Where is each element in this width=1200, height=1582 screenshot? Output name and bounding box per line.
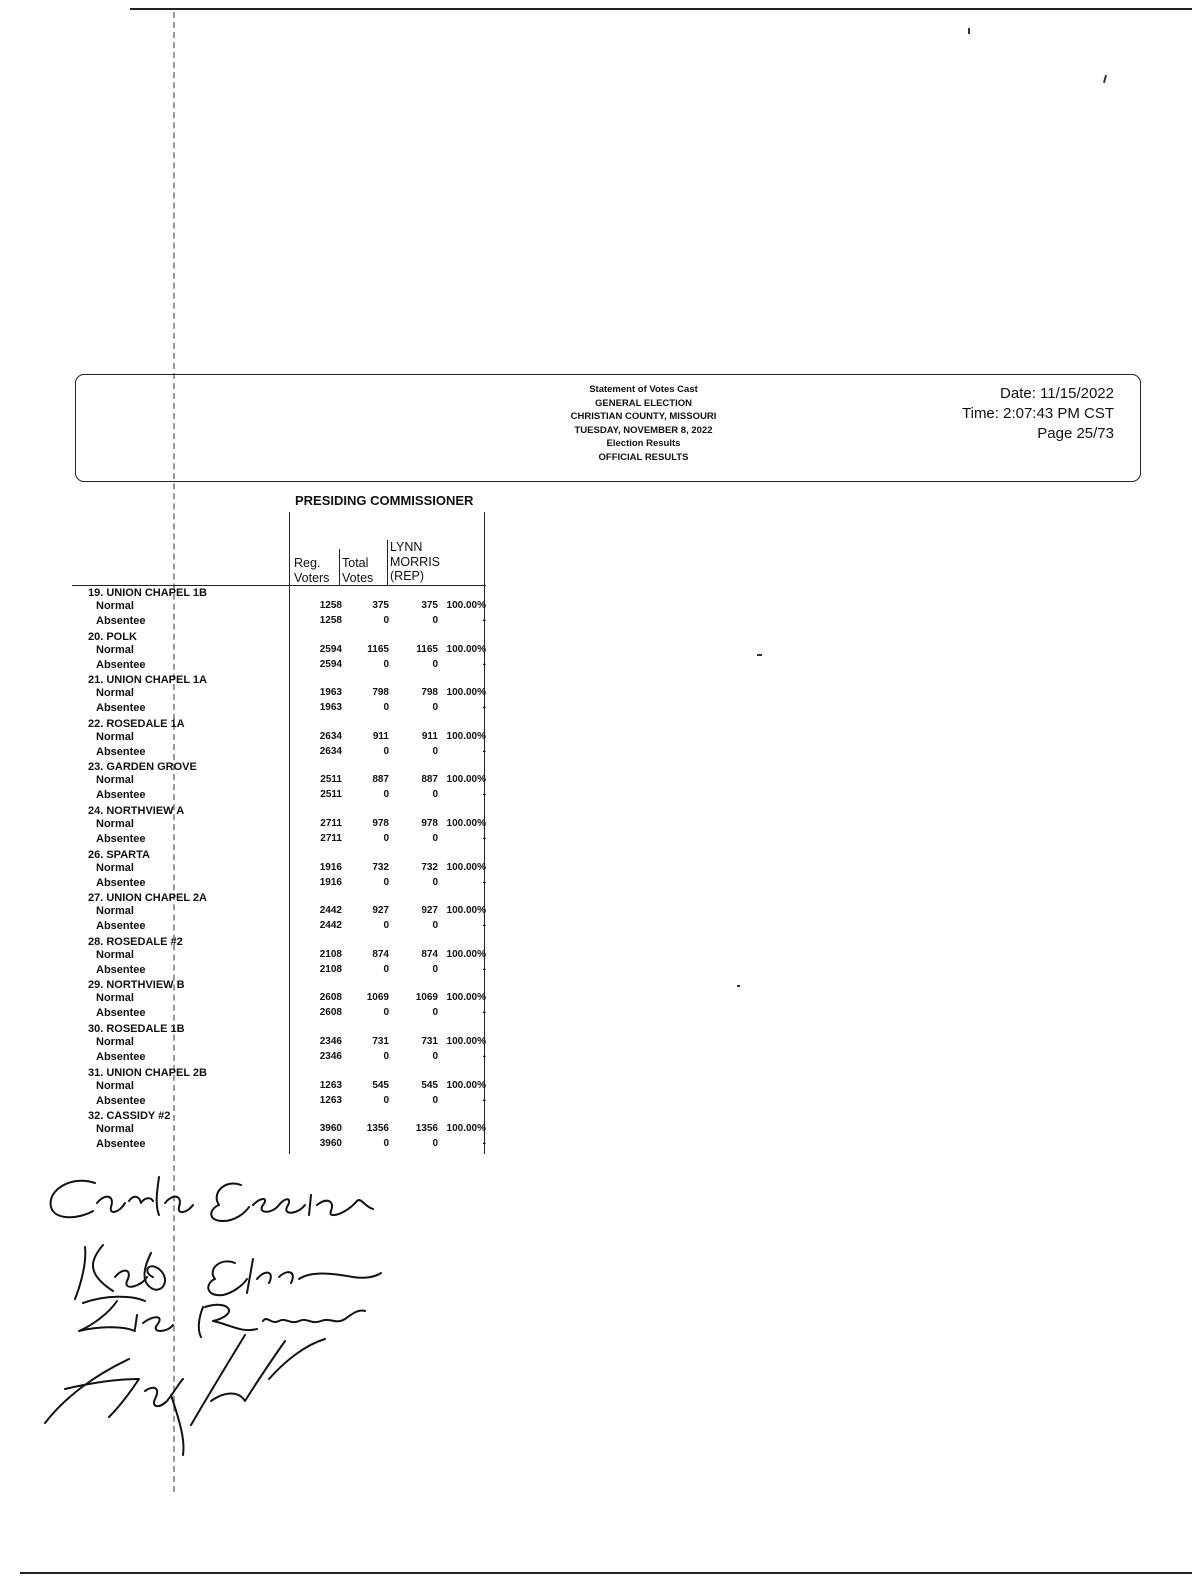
lynn-morris-percent-value: - [482,920,486,932]
reg-voters-value: 2711 [320,817,342,829]
normal-row [0,862,500,876]
reg-voters-value: 1258 [319,615,342,626]
total-votes-value: 0 [383,745,389,757]
absentee-row [0,746,500,760]
header-rule [72,585,486,586]
row-label: Normal [96,1079,134,1092]
row-label: Absentee [96,963,146,976]
lynn-morris-votes-value: 874 [421,948,438,960]
lynn-morris-votes-value: 0 [432,920,438,932]
row-label: Absentee [96,658,146,671]
precinct-block [0,805,500,849]
normal-row [0,905,500,919]
row-label: Absentee [96,1138,146,1151]
row-label: Absentee [96,1094,146,1107]
normal-row [0,1080,500,1094]
page-number: Page 25/73 [1037,425,1114,442]
lynn-morris-votes-value: 1356 [415,1123,438,1135]
total-votes-value: 0 [383,1094,389,1106]
precinct-name: 20. POLK [88,630,137,643]
absentee-row [0,702,500,716]
precinct-name: 24. NORTHVIEW A [88,804,185,817]
reg-voters-value: 1916 [319,876,342,888]
lynn-morris-percent-value: 100.00% [446,817,486,829]
total-votes-value: 911 [372,730,389,742]
column-divider [339,549,340,585]
row-label: Normal [96,861,134,874]
normal-row [0,687,500,701]
lynn-morris-votes-value: 1165 [416,643,438,655]
reg-voters-value: 2594 [319,658,342,670]
lynn-morris-votes-value: 0 [432,832,438,844]
reg-voters-value: 3960 [319,1123,342,1135]
page-bottom-rule [20,1572,1192,1574]
reg-voters-value: 2511 [320,774,342,786]
scan-speck [968,28,970,34]
row-label: Normal [96,730,134,743]
row-label: Normal [96,1035,134,1048]
absentee-row [0,1095,500,1109]
absentee-row [0,615,500,629]
precinct-block [0,892,500,936]
total-votes-value: 1356 [366,1123,389,1135]
reg-voters-value: 2346 [319,1035,342,1047]
lynn-morris-votes-value: 0 [432,789,438,801]
reg-voters-value: 2108 [319,948,342,960]
precinct-name: 21. UNION CHAPEL 1A [88,674,207,687]
lynn-morris-percent-value: 100.00% [446,1035,486,1047]
total-votes-value: 978 [372,817,389,829]
reg-voters-value: 2608 [319,992,342,1004]
row-label: Normal [96,992,134,1005]
total-votes-value: 0 [383,832,389,844]
lynn-morris-votes-value: 0 [432,745,438,757]
row-label: Absentee [96,1050,146,1063]
lynn-morris-votes-value: 0 [432,702,438,714]
total-votes-value: 732 [372,861,389,873]
precinct-block [0,761,500,805]
total-votes-value: 0 [383,702,389,714]
precinct-results [0,587,500,1154]
reg-voters-value: 1263 [319,1094,342,1106]
signatures [35,1165,395,1465]
lynn-morris-percent-value: 100.00% [446,1123,486,1135]
normal-row [0,731,500,745]
row-label: Absentee [96,745,146,758]
total-votes-value: 375 [372,600,389,611]
lynn-morris-percent-value: 100.00% [446,1079,486,1091]
precinct-name: 32. CASSIDY #2 [88,1110,171,1123]
report-header [75,374,1141,482]
precinct-block [0,674,500,718]
reg-voters-value: 1258 [319,600,342,611]
total-votes-value: 927 [372,905,389,917]
lynn-morris-percent-value: 100.00% [446,643,486,655]
election-date: TUESDAY, NOVEMBER 8, 2022 [574,424,713,436]
precinct-block [0,718,500,762]
normal-row [0,1123,500,1137]
row-label: Normal [96,600,134,612]
precinct-block [0,631,500,675]
lynn-morris-percent-value: - [482,1094,486,1106]
jurisdiction: CHRISTIAN COUNTY, MISSOURI [570,411,717,422]
precinct-name: 31. UNION CHAPEL 2B [88,1066,207,1079]
lynn-morris-percent-value: - [482,1007,486,1019]
lynn-morris-votes-value: 545 [421,1079,438,1091]
row-label: Normal [96,905,134,918]
precinct-block [0,587,500,631]
lynn-morris-votes-value: 1069 [415,992,438,1004]
column-divider [387,540,388,585]
lynn-morris-percent-value: - [482,832,486,844]
reg-voters-value: 1263 [319,1079,342,1091]
reg-voters-value: 1963 [319,702,342,714]
total-votes-value: 0 [383,1050,389,1062]
reg-voters-header: Reg. Voters [294,556,330,585]
lynn-morris-votes-value: 0 [432,1094,438,1106]
absentee-row [0,1007,500,1021]
lynn-morris-votes-value: 798 [421,687,438,699]
reg-voters-value: 2511 [320,789,342,801]
signature-lisa-russell [79,1297,365,1337]
precinct-name: 22. ROSEDALE 1A [88,717,185,730]
precinct-name: 27. UNION CHAPEL 2A [88,892,207,905]
absentee-row [0,833,500,847]
precinct-name: 23. GARDEN GROVE [88,761,197,774]
lynn-morris-percent-value: 100.00% [446,861,486,873]
row-label: Absentee [96,832,146,845]
total-votes-value: 0 [383,876,389,888]
lynn-morris-votes-value: 887 [421,774,438,786]
reg-voters-value: 2346 [319,1050,342,1062]
lynn-morris-votes-value: 732 [421,861,438,873]
row-label: Absentee [96,1007,146,1020]
total-votes-header: Total Votes [342,556,374,585]
row-label: Absentee [96,789,146,802]
precinct-block [0,849,500,893]
row-label: Absentee [96,702,146,715]
precinct-name: 19. UNION CHAPEL 1B [88,587,207,599]
lynn-morris-percent-value: - [482,876,486,888]
reg-voters-value: 2594 [319,643,342,655]
scan-speck [1103,75,1107,83]
absentee-row [0,877,500,891]
report-title-block [521,383,766,464]
lynn-morris-percent-value: 100.00% [446,905,486,917]
row-label: Normal [96,687,134,700]
total-votes-value: 0 [383,789,389,801]
total-votes-value: 0 [383,1007,389,1019]
report-time: Time: 2:07:43 PM CST [962,405,1114,422]
precinct-block [0,1067,500,1111]
normal-row [0,644,500,658]
report-title: Statement of Votes Cast [589,384,698,395]
candidate-header: LYNN MORRIS (REP) [390,540,440,583]
total-votes-value: 0 [383,963,389,975]
lynn-morris-votes-value: 927 [421,905,438,917]
precinct-block [0,936,500,980]
precinct-name: 26. SPARTA [88,848,150,861]
lynn-morris-votes-value: 0 [432,615,438,626]
reg-voters-value: 1963 [319,687,342,699]
absentee-row [0,659,500,673]
election-name: GENERAL ELECTION [595,397,692,409]
lynn-morris-percent-value: - [482,615,486,626]
lynn-morris-votes-value: 731 [421,1035,438,1047]
report-status: OFFICIAL RESULTS [598,451,689,463]
lynn-morris-votes-value: 0 [432,1050,438,1062]
absentee-row [0,920,500,934]
lynn-morris-percent-value: 100.00% [446,774,486,786]
total-votes-value: 798 [372,687,389,699]
reg-voters-value: 2608 [319,1007,342,1019]
reg-voters-value: 2634 [319,745,342,757]
reg-voters-value: 2634 [319,730,342,742]
reg-voters-value: 1916 [319,861,342,873]
lynn-morris-votes-value: 978 [421,817,438,829]
lynn-morris-votes-value: 0 [432,1007,438,1019]
total-votes-value: 0 [383,1138,389,1150]
scan-speck [737,985,740,987]
lynn-morris-percent-value: 100.00% [446,992,486,1004]
lynn-morris-percent-value: - [482,702,486,714]
lynn-morris-percent-value: 100.00% [446,948,486,960]
total-votes-value: 731 [372,1035,389,1047]
normal-row [0,818,500,832]
lynn-morris-votes-value: 0 [432,1138,438,1150]
total-votes-value: 1069 [366,992,389,1004]
row-label: Normal [96,817,134,830]
reg-voters-value: 2442 [319,920,342,932]
row-label: Normal [96,948,134,961]
precinct-block [0,979,500,1023]
reg-voters-value: 3960 [319,1138,342,1150]
lynn-morris-votes-value: 0 [432,658,438,670]
row-label: Absentee [96,920,146,933]
precinct-name: 28. ROSEDALE #2 [88,935,183,948]
row-label: Normal [96,1123,134,1136]
lynn-morris-percent-value: - [482,1138,486,1150]
precinct-name: 29. NORTHVIEW B [88,979,185,992]
absentee-row [0,1051,500,1065]
normal-row [0,600,500,614]
report-type: Election Results [606,438,681,449]
normal-row [0,949,500,963]
absentee-row [0,789,500,803]
lynn-morris-percent-value: - [482,658,486,670]
total-votes-value: 0 [383,658,389,670]
signature-carla-essick [51,1177,373,1221]
lynn-morris-percent-value: 100.00% [446,730,486,742]
page-top-rule [130,8,1192,10]
normal-row [0,774,500,788]
precinct-name: 30. ROSEDALE 1B [88,1022,185,1035]
absentee-row [0,964,500,978]
total-votes-value: 0 [383,615,389,626]
signature-kelli-elmer [75,1245,381,1299]
lynn-morris-votes-value: 0 [432,876,438,888]
lynn-morris-votes-value: 911 [421,730,438,742]
row-label: Normal [96,643,134,656]
total-votes-value: 0 [383,920,389,932]
lynn-morris-percent-value: - [482,963,486,975]
row-label: Absentee [96,876,146,889]
reg-voters-value: 2442 [319,905,342,917]
reg-voters-value: 2711 [320,832,342,844]
row-label: Normal [96,774,134,787]
normal-row [0,1036,500,1050]
total-votes-value: 874 [372,948,389,960]
total-votes-value: 1165 [367,643,389,655]
report-meta [962,384,1114,444]
lynn-morris-percent-value: 100.00% [446,687,486,699]
normal-row [0,992,500,1006]
signature-initials [45,1335,325,1455]
lynn-morris-votes-value: 375 [421,600,438,611]
contest-title: PRESIDING COMMISSIONER [295,493,474,508]
lynn-morris-votes-value: 0 [432,963,438,975]
report-date: Date: 11/15/2022 [1000,385,1114,402]
precinct-block [0,1110,500,1154]
lynn-morris-percent-value: - [482,745,486,757]
lynn-morris-percent-value: - [482,1050,486,1062]
lynn-morris-percent-value: - [482,789,486,801]
lynn-morris-percent-value: 100.00% [446,600,486,611]
total-votes-value: 887 [372,774,389,786]
precinct-block [0,1023,500,1067]
total-votes-value: 545 [372,1079,389,1091]
row-label: Absentee [96,615,146,627]
absentee-row [0,1138,500,1152]
reg-voters-value: 2108 [319,963,342,975]
scan-speck [757,654,762,656]
